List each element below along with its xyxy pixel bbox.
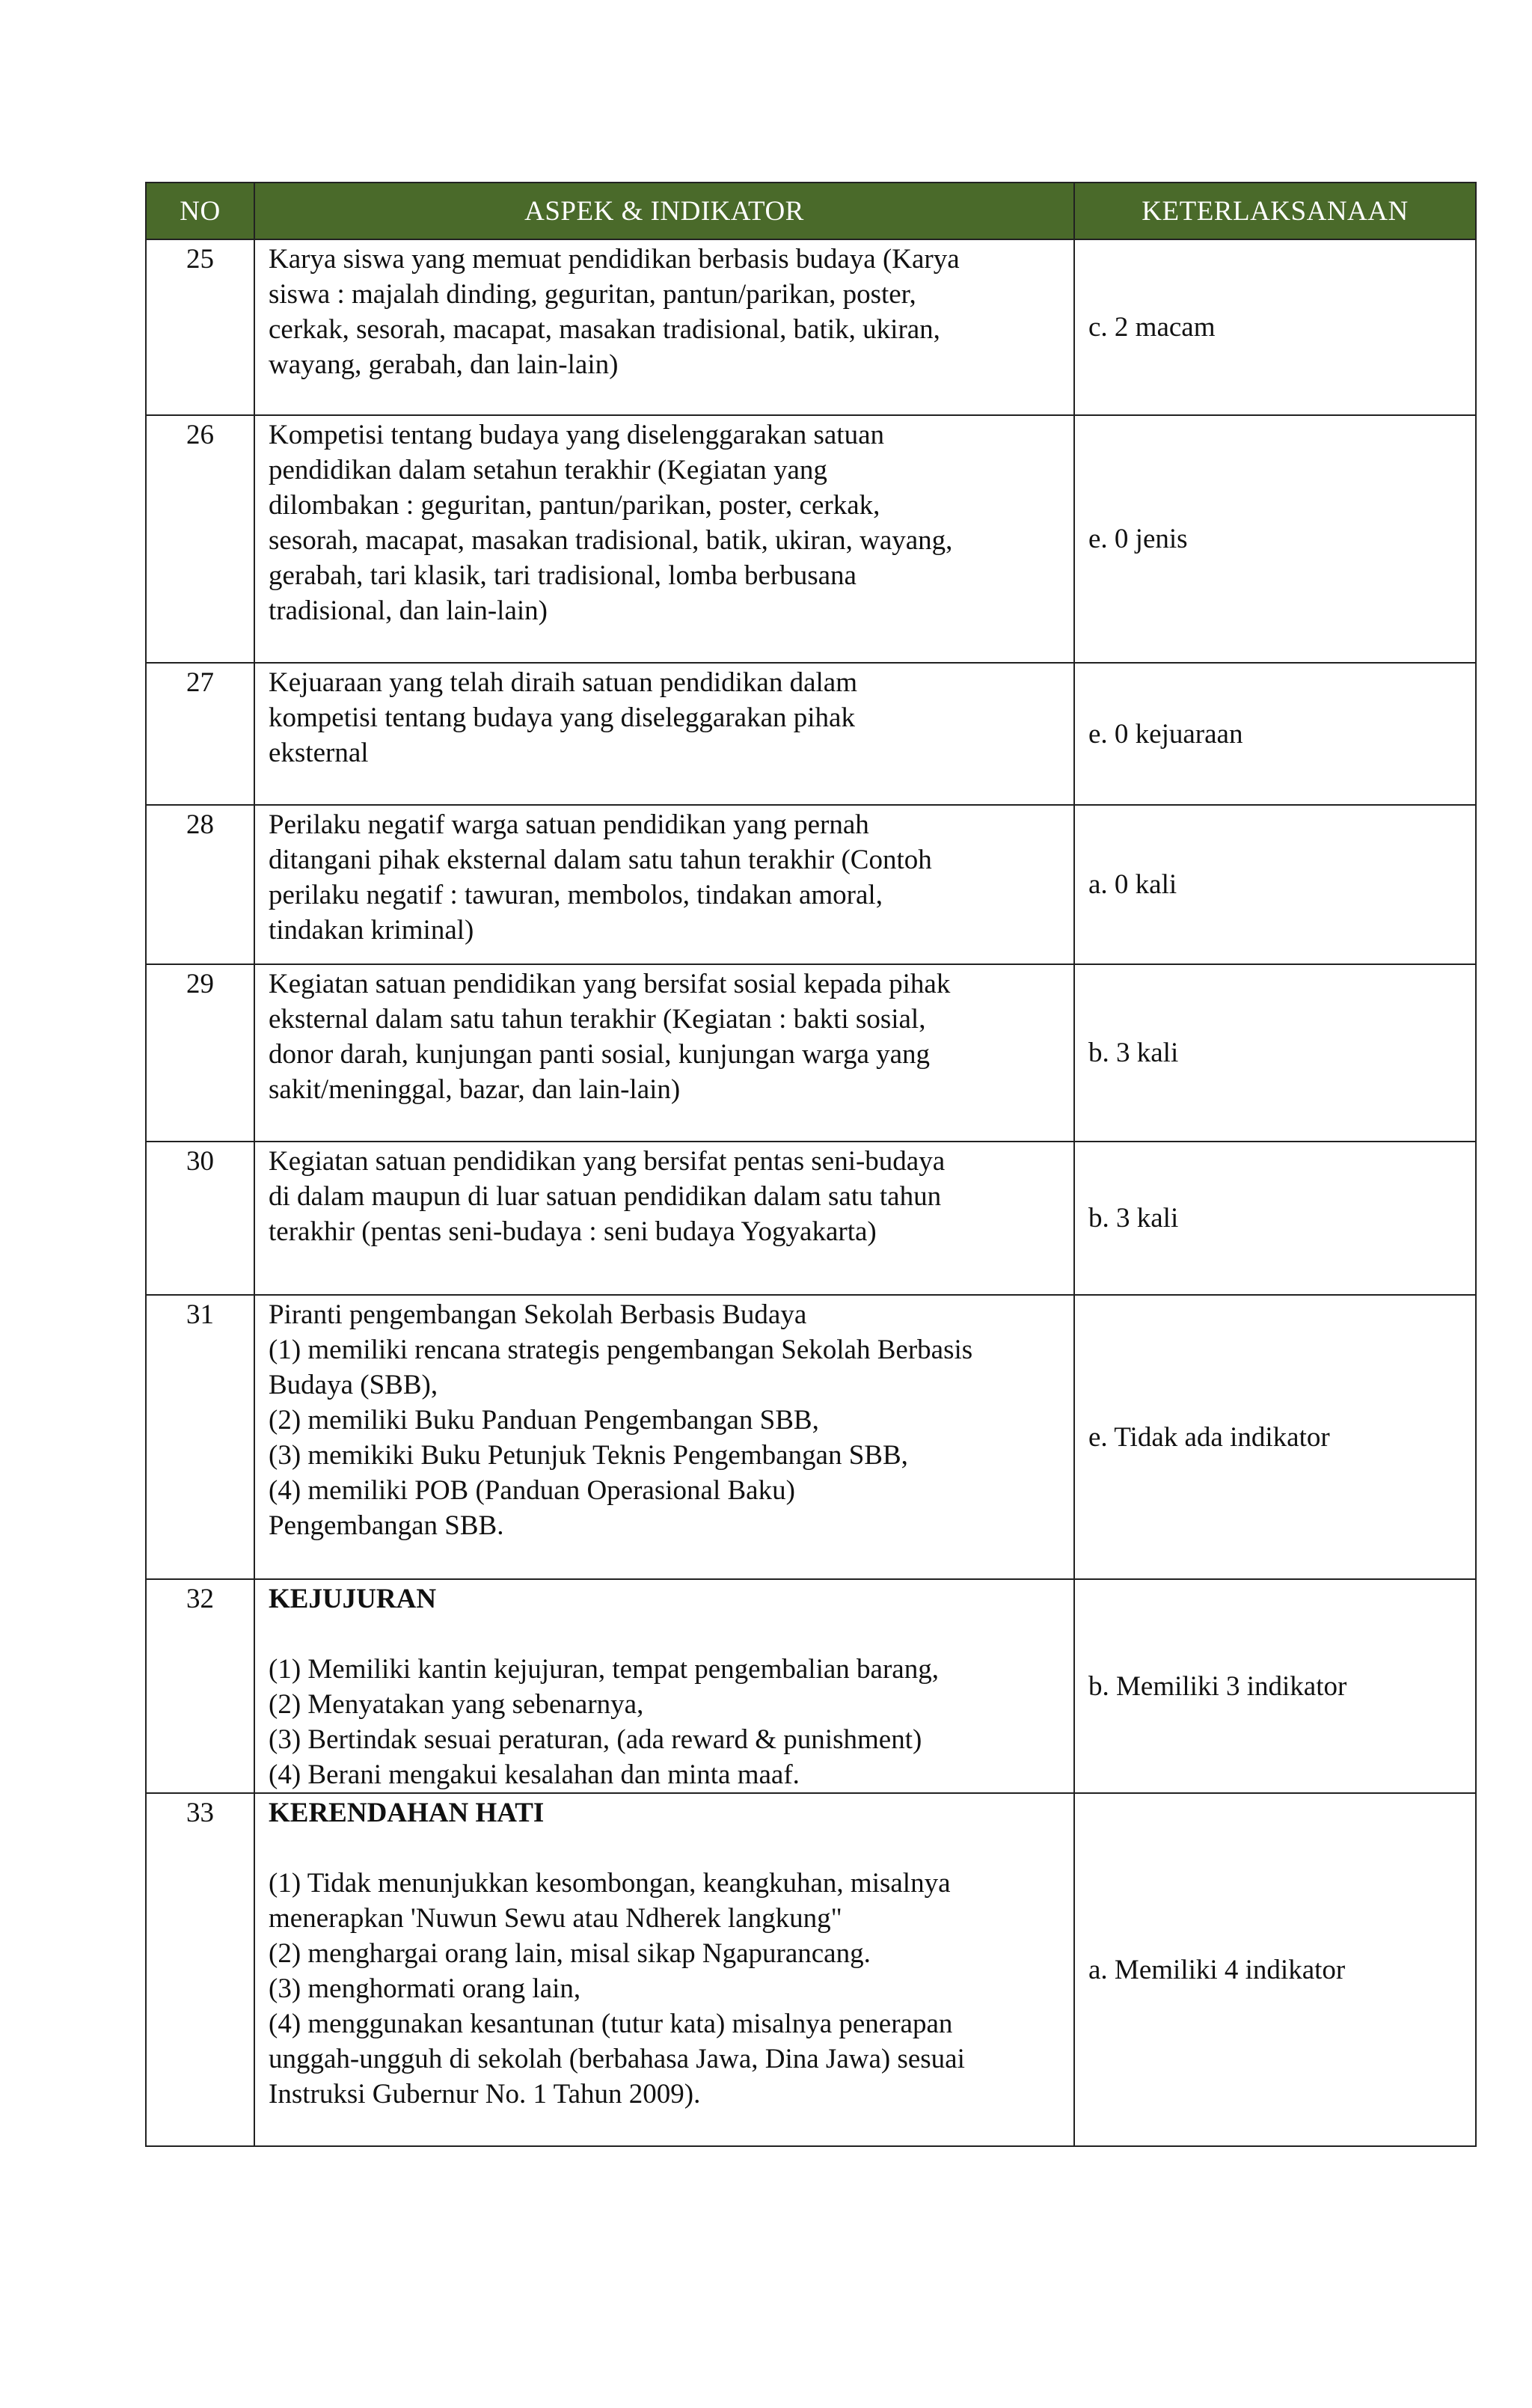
table-row bbox=[146, 663, 1476, 805]
indicator-heading: KERENDAHAN HATI bbox=[269, 1798, 545, 1828]
indicator-text-line: Budaya (SBB), bbox=[269, 1370, 438, 1400]
indicator-text-line: perilaku negatif : tawuran, membolos, tindakan amoral, bbox=[269, 880, 883, 910]
indicator-text-line: (1) Memiliki kantin kejujuran, tempat pengembalian barang, bbox=[269, 1654, 939, 1685]
indicator-text-line: di dalam maupun di luar satuan pendidikan dalam satu tahun bbox=[269, 1181, 942, 1212]
table-row bbox=[146, 1793, 1476, 2146]
indicator-text-line: Karya siswa yang memuat pendidikan berbasis budaya (Karya bbox=[269, 244, 960, 275]
indicator-text-line: eksternal bbox=[269, 738, 369, 768]
indicator-text-line: Piranti pengembangan Sekolah Berbasis Budaya bbox=[269, 1299, 807, 1330]
indicator-text-line: (3) menghormati orang lain, bbox=[269, 1973, 581, 2004]
row-number: 33 bbox=[146, 1793, 254, 2146]
table-row bbox=[146, 239, 1476, 415]
header-no: NO bbox=[146, 183, 254, 239]
indicator-text-line: siswa : majalah dinding, geguritan, pantun/parikan, poster, bbox=[269, 279, 916, 310]
indicator-text-line: (1) memiliki rencana strategis pengembangan Sekolah Berbasis bbox=[269, 1335, 973, 1365]
keterlaksanaan-cell: e. 0 jenis bbox=[1074, 415, 1476, 663]
indicator-text-line: (2) menghargai orang lain, misal sikap Ngapurancang. bbox=[269, 1938, 871, 1969]
indicator-text-line: gerabah, tari klasik, tari tradisional, lomba berbusana bbox=[269, 560, 857, 591]
aspek-indikator-cell bbox=[254, 663, 1074, 805]
indicator-text-line: donor darah, kunjungan panti sosial, kunjungan warga yang bbox=[269, 1039, 931, 1070]
indicator-text-line: terakhir (pentas seni-budaya : seni budaya Yogyakarta) bbox=[269, 1216, 877, 1247]
aspek-indikator-cell bbox=[254, 964, 1074, 1142]
indicator-text-line: Pengembangan SBB. bbox=[269, 1510, 504, 1541]
indicator-text-line: (4) menggunakan kesantunan (tutur kata) misalnya penerapan bbox=[269, 2009, 953, 2039]
indicator-text-line: (3) memikiki Buku Petunjuk Teknis Pengembangan SBB, bbox=[269, 1440, 908, 1471]
row-number: 30 bbox=[146, 1142, 254, 1295]
indicator-text-line: tindakan kriminal) bbox=[269, 915, 474, 946]
aspek-indikator-cell bbox=[254, 239, 1074, 415]
indicator-table bbox=[145, 182, 1477, 2147]
table-row bbox=[146, 964, 1476, 1142]
indicator-text-line: (2) Menyatakan yang sebenarnya, bbox=[269, 1689, 644, 1720]
aspek-indikator-cell bbox=[254, 1793, 1074, 2146]
keterlaksanaan-cell: b. 3 kali bbox=[1074, 964, 1476, 1142]
indicator-text-line: (2) memiliki Buku Panduan Pengembangan SBB, bbox=[269, 1405, 819, 1436]
header-aspek-indikator: ASPEK & INDIKATOR bbox=[254, 183, 1074, 239]
indicator-text-line: (4) Berani mengakui kesalahan dan minta maaf. bbox=[269, 1759, 800, 1790]
indicator-text-line: kompetisi tentang budaya yang diseleggarakan pihak bbox=[269, 702, 855, 733]
indicator-text-line: ditangani pihak eksternal dalam satu tahun terakhir (Contoh bbox=[269, 845, 932, 875]
keterlaksanaan-cell: e. 0 kejuaraan bbox=[1074, 663, 1476, 805]
indicator-text-line: sesorah, macapat, masakan tradisional, batik, ukiran, wayang, bbox=[269, 525, 953, 556]
row-number: 28 bbox=[146, 805, 254, 964]
keterlaksanaan-cell: b. 3 kali bbox=[1074, 1142, 1476, 1295]
indicator-text-line: Perilaku negatif warga satuan pendidikan yang pernah bbox=[269, 809, 869, 840]
row-number: 27 bbox=[146, 663, 254, 805]
aspek-indikator-cell bbox=[254, 1579, 1074, 1793]
indicator-text-line: Kompetisi tentang budaya yang diselenggarakan satuan bbox=[269, 420, 884, 450]
indicator-text-line: dilombakan : geguritan, pantun/parikan, poster, cerkak, bbox=[269, 490, 880, 521]
indicator-text-line: unggah-ungguh di sekolah (berbahasa Jawa, Dina Jawa) sesuai bbox=[269, 2044, 965, 2074]
row-number: 26 bbox=[146, 415, 254, 663]
indicator-text-line: menerapkan 'Nuwun Sewu atau Ndherek langkung" bbox=[269, 1903, 842, 1934]
keterlaksanaan-cell: a. 0 kali bbox=[1074, 805, 1476, 964]
row-number: 32 bbox=[146, 1579, 254, 1793]
row-number: 25 bbox=[146, 239, 254, 415]
table-row bbox=[146, 1579, 1476, 1793]
aspek-indikator-cell bbox=[254, 415, 1074, 663]
indicator-heading: KEJUJURAN bbox=[269, 1584, 437, 1614]
aspek-indikator-cell bbox=[254, 1142, 1074, 1295]
indicator-text-line: tradisional, dan lain-lain) bbox=[269, 595, 548, 626]
row-number: 31 bbox=[146, 1295, 254, 1579]
indicator-text-line: (4) memiliki POB (Panduan Operasional Baku) bbox=[269, 1475, 795, 1506]
indicator-text-line: sakit/meninggal, bazar, dan lain-lain) bbox=[269, 1074, 681, 1105]
indicator-text-line: Kegiatan satuan pendidikan yang bersifat pentas seni-budaya bbox=[269, 1146, 946, 1177]
indicator-text-line: (3) Bertindak sesuai peraturan, (ada reward & punishment) bbox=[269, 1724, 922, 1755]
keterlaksanaan-cell: c. 2 macam bbox=[1074, 239, 1476, 415]
indicator-text-line: Kejuaraan yang telah diraih satuan pendidikan dalam bbox=[269, 667, 857, 698]
table-row bbox=[146, 805, 1476, 964]
table-header-row bbox=[146, 183, 1476, 239]
indicator-text-line: Instruksi Gubernur No. 1 Tahun 2009). bbox=[269, 2079, 701, 2110]
aspek-indikator-cell bbox=[254, 805, 1074, 964]
indicator-text-line: pendidikan dalam setahun terakhir (Kegiatan yang bbox=[269, 455, 827, 485]
indicator-text-line: wayang, gerabah, dan lain-lain) bbox=[269, 349, 619, 380]
indicator-text-line: eksternal dalam satu tahun terakhir (Kegiatan : bakti sosial, bbox=[269, 1004, 926, 1035]
indicator-text-line: (1) Tidak menunjukkan kesombongan, keangkuhan, misalnya bbox=[269, 1868, 951, 1899]
header-keterlaksanaan: KETERLAKSANAAN bbox=[1074, 183, 1476, 239]
aspek-indikator-cell bbox=[254, 1295, 1074, 1579]
indicator-text-line: cerkak, sesorah, macapat, masakan tradisional, batik, ukiran, bbox=[269, 314, 940, 345]
indicator-text-line: Kegiatan satuan pendidikan yang bersifat sosial kepada pihak bbox=[269, 969, 951, 999]
keterlaksanaan-cell: a. Memiliki 4 indikator bbox=[1074, 1793, 1476, 2146]
blank-line bbox=[269, 1617, 1058, 1652]
blank-line bbox=[269, 1830, 1058, 1866]
table-row bbox=[146, 1142, 1476, 1295]
row-number: 29 bbox=[146, 964, 254, 1142]
table-row bbox=[146, 415, 1476, 663]
table-row bbox=[146, 1295, 1476, 1579]
keterlaksanaan-cell: b. Memiliki 3 indikator bbox=[1074, 1579, 1476, 1793]
keterlaksanaan-cell: e. Tidak ada indikator bbox=[1074, 1295, 1476, 1579]
